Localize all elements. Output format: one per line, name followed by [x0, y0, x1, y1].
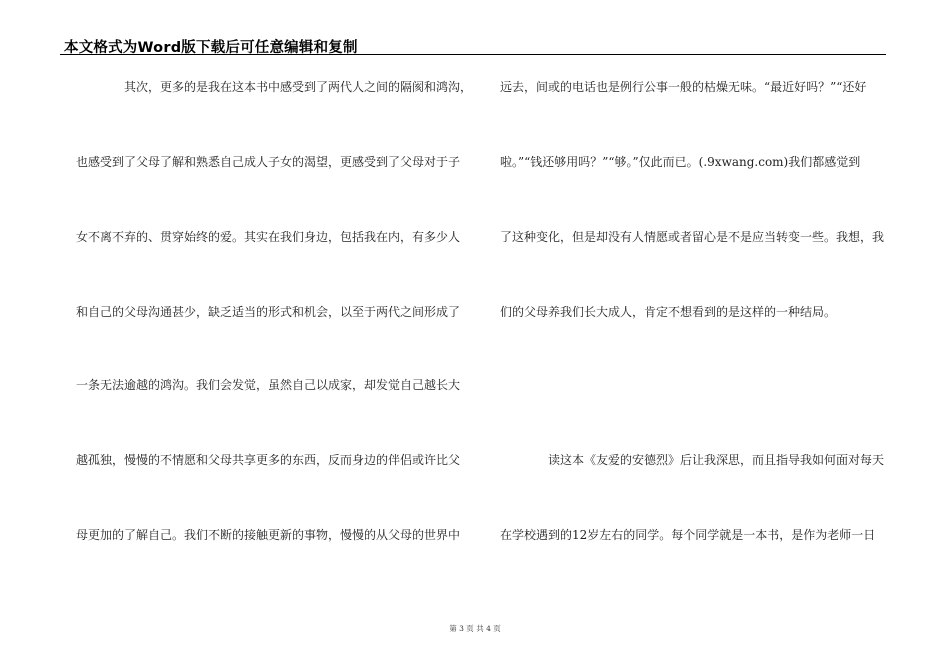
right-line-3: 了这种变化，但是却没有人情愿或者留心是不是应当转变一些。我想，我 [500, 230, 885, 244]
left-line-1: 其次，更多的是我在这本书中感受到了两代人之间的隔阂和鸿沟， [124, 80, 473, 94]
left-line-6: 越孤独，慢慢的不情愿和父母共享更多的东西，反而身边的伴侣或许比父 [76, 453, 461, 467]
document-header-title: 本文格式为Word版下载后可任意编辑和复制 [64, 40, 358, 56]
left-line-3: 女不离不弃的、贯穿始终的爱。其实在我们身边，包括我在内，有多少人 [76, 230, 461, 244]
left-line-4: 和自己的父母沟通甚少，缺乏适当的形式和机会，以至于两代之间形成了 [76, 305, 461, 319]
page-number-footer: 第 3 页 共 4 页 [449, 624, 501, 633]
right-line-5: 读这本《友爱的安德烈》后让我深思，而且指导我如何面对每天 [548, 453, 885, 467]
right-line-1: 远去，间或的电话也是例行公事一般的枯燥无味。“最近好吗？”“还好 [500, 80, 867, 94]
left-line-7: 母更加的了解自己。我们不断的接触更新的事物，慢慢的从父母的世界中 [76, 528, 461, 542]
right-line-2: 啦。”“钱还够用吗？”“够。”仅此而已。(.9xwang.com)我们都感觉到 [500, 155, 861, 169]
left-line-5: 一条无法逾越的鸿沟。我们会发觉，虽然自己以成家，却发觉自己越长大 [76, 378, 461, 392]
right-line-4: 们的父母养我们长大成人，肯定不想看到的是这样的一种结局。 [500, 305, 837, 319]
header-divider [60, 54, 886, 55]
left-line-2: 也感受到了父母了解和熟悉自己成人子女的渴望，更感受到了父母对于子 [76, 155, 461, 169]
right-line-6: 在学校遇到的12岁左右的同学。每个同学就是一本书，是作为老师一日 [500, 528, 876, 542]
